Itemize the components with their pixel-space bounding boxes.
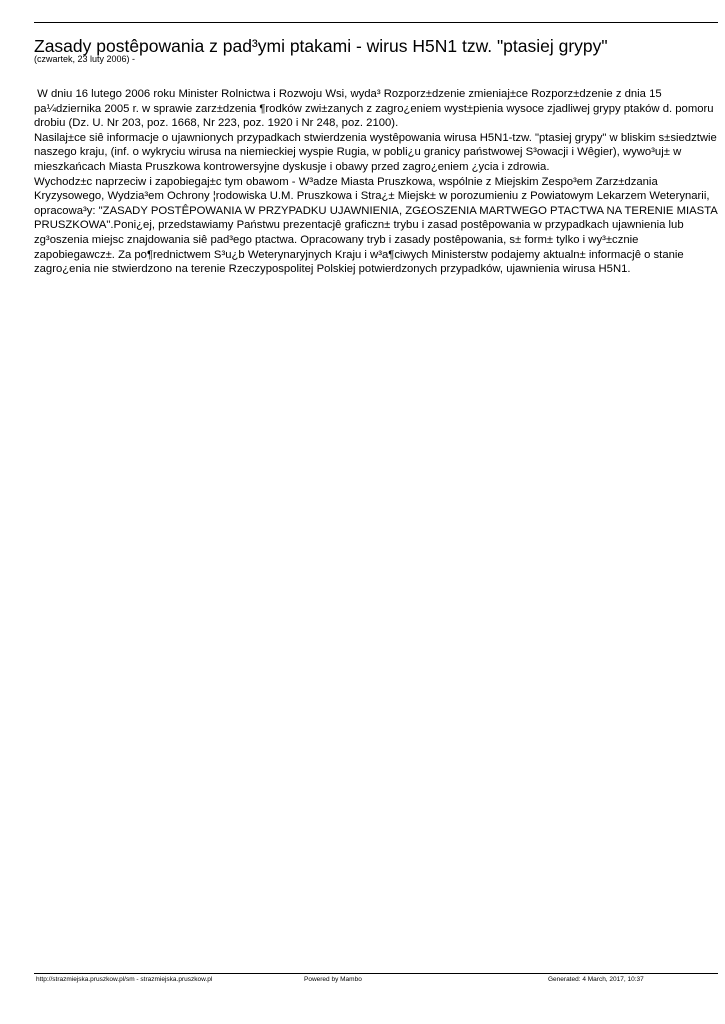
footer-divider <box>34 973 718 974</box>
footer-url: http://strazmiejska.pruszkow.pl/sm - strazmiejska.pruszkow.pl <box>36 976 213 983</box>
article-paragraph: Nasilaj±ce siê informacje o ujawnionych przypadkach stwierdzenia wystêpowania wirusa H5N1-tzw. "ptasiej grypy" w bliskim s±siedztwie naszego kraju, (inf. o wykryciu wirusa na niemieckiej wyspie Rugia, w pobli¿u granicy państwowej S³owacji i Wêgier), wywo³uj± w mieszkańcach Miasta Pruszkowa kontrowersyjne dyskusje i obawy przed zagro¿eniem ¿ycia i zdrowia. <box>34 131 717 173</box>
header-divider <box>34 22 718 23</box>
footer-generated: Generated: 4 March, 2017, 10:37 <box>548 976 644 983</box>
footer-powered-by: Powered by Mambo <box>304 976 362 983</box>
article-date: (czwartek, 23 luty 2006) - <box>34 54 136 64</box>
article-body <box>34 87 718 277</box>
article-paragraph: W dniu 16 lutego 2006 roku Minister Rolnictwa i Rozwoju Wsi, wyda³ Rozporz±dzenie zmieniaj±ce Rozporz±dzenie z dnia 15 pa¼dziernika 2005 r. w sprawie zarz±dzenia ¶rodków zwi±zanych z zagro¿eniem wyst±pienia wysoce zjadliwej grypy ptaków d. pomoru drobiu (Dz. U. Nr 203, poz. 1668, Nr 223, poz. 1920 i Nr 248, poz. 2100). <box>34 88 717 130</box>
article-paragraph: Wychodz±c naprzeciw i zapobiegaj±c tym obawom - W³adze Miasta Pruszkowa, wspólnie z Miejskim Zespo³em Zarz±dzania Kryzysowego, Wydzia³em Ochrony ¦rodowiska U.M. Pruszkowa i Stra¿± Miejsk± w porozumieniu z Powiatowym Lekarzem Weterynarii, opracowa³y: "ZASADY POSTÊPOWANIA W PRZYPADKU UJAWNIENIA, ZG£OSZENIA MARTWEGO PTACTWA NA TERENIE MIASTA PRUSZKOWA".Poni¿ej, przedstawiamy Państwu prezentacjê graficzn± trybu i zasad postêpowania w przypadkach ujawnienia lub zg³oszenia miejsc znajdowania siê pad³ego ptactwa. Opracowany tryb i zasady postêpowania, s± form± tylko i wy³±cznie zapobiegawcz±. Za po¶rednictwem S³u¿b Weterynaryjnych Kraju i w³a¶ciwych Ministerstw podajemy aktualn± informacjê o stanie zagro¿enia nie stwierdzono na terenie Rzeczypospolitej Polskiej potwierdzonych przypadków, ujawnienia wirusa H5N1. <box>34 175 718 276</box>
article-title: Zasady postêpowania z pad³ymi ptakami - wirus H5N1 tzw. "ptasiej grypy" <box>34 36 608 56</box>
